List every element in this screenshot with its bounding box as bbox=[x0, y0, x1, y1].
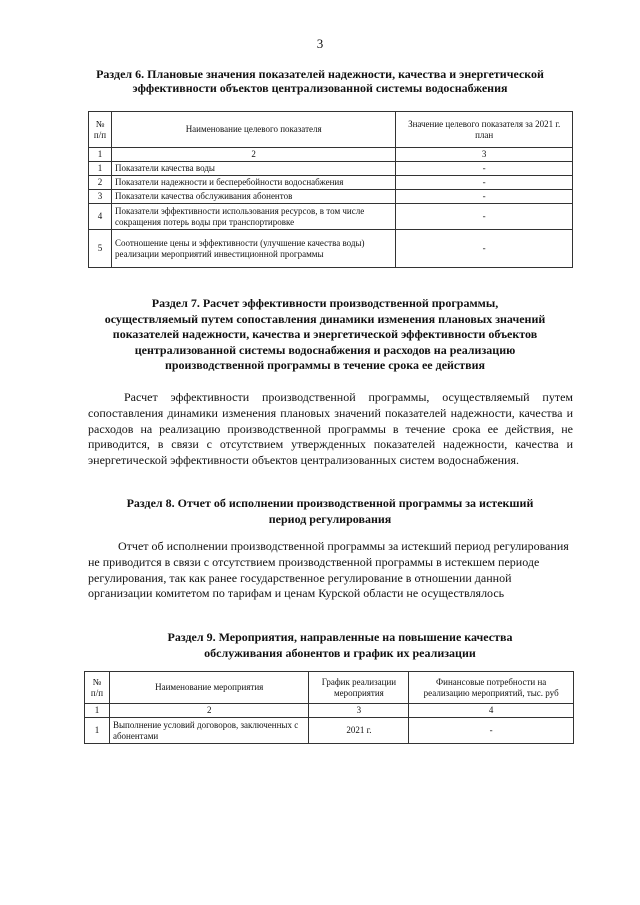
header-name: Наименование целевого показателя bbox=[111, 112, 395, 148]
row-name: Показатели качества обслуживания абонентов bbox=[111, 190, 395, 204]
section8-title-line1: Раздел 8. Отчет об исполнении производственной программы за истекший bbox=[126, 496, 534, 510]
table-row bbox=[89, 204, 573, 230]
section7-title-line: централизованной системы водоснабжения и расходов на реализацию bbox=[134, 342, 516, 357]
table-colnum-row bbox=[85, 704, 574, 718]
table-header-row bbox=[85, 672, 574, 704]
section6-table bbox=[88, 111, 573, 268]
row-name: Показатели надежности и бесперебойности водоснабжения bbox=[111, 176, 395, 190]
row-value: - bbox=[396, 176, 573, 190]
header-schedule: График реализации мероприятия bbox=[309, 672, 409, 704]
row-name: Показатели качества воды bbox=[111, 162, 395, 176]
row-num: 3 bbox=[89, 190, 112, 204]
row-num: 4 bbox=[89, 204, 112, 230]
header-num: № п/п bbox=[89, 112, 112, 148]
section8-title-line2: период регулирования bbox=[268, 511, 392, 526]
section7-paragraph: Расчет эффективности производственной программы, осуществляемый путем сопоставления динамики изменения плановых значений показателей надежности, качества и расходов на реализацию производственной программы в течение срока ее действия, не приводится, в связи с отсутствием утвержденных показателей надежности, качества и энергетической эффективности объектов централизованных систем водоснабжения. bbox=[88, 390, 573, 468]
colnum-cell: 1 bbox=[89, 148, 112, 162]
colnum-cell: 3 bbox=[396, 148, 573, 162]
section7-title bbox=[60, 296, 590, 374]
row-value: - bbox=[396, 190, 573, 204]
section9-title-line2: обслуживания абонентов и график их реализации bbox=[204, 645, 476, 660]
section7-title-line: Раздел 7. Расчет эффективности производственной программы, bbox=[151, 296, 499, 310]
page-number: 3 bbox=[316, 36, 324, 51]
row-finance: - bbox=[409, 718, 574, 744]
section8-title bbox=[80, 496, 580, 527]
table-row bbox=[89, 176, 573, 190]
row-name: Соотношение цены и эффективности (улучшение качества воды) реализации мероприятий инвестиционной программы bbox=[111, 230, 395, 268]
row-value: - bbox=[396, 230, 573, 268]
colnum-cell: 1 bbox=[85, 704, 110, 718]
row-num: 1 bbox=[85, 718, 110, 744]
colnum-cell: 2 bbox=[109, 704, 309, 718]
section8-paragraph: Отчет об исполнении производственной программы за истекший период регулирования не приводится в связи с отсутствием производственной программы в истекшем периоде регулирования, так как ранее государственное регулирование в отношении данной организации комитетом по тарифам и ценам Курской области не осуществлялось bbox=[88, 539, 569, 601]
header-num: № п/п bbox=[85, 672, 110, 704]
row-num: 1 bbox=[89, 162, 112, 176]
colnum-cell: 3 bbox=[309, 704, 409, 718]
header-value: Значение целевого показателя за 2021 г. план bbox=[396, 112, 573, 148]
section6-title-line1: Раздел 6. Плановые значения показателей надежности, качества и энергетической bbox=[96, 67, 544, 81]
row-name: Показатели эффективности использования ресурсов, в том числе сокращения потерь воды при транспортировке bbox=[111, 204, 395, 230]
row-schedule: 2021 г. bbox=[309, 718, 409, 744]
row-name: Выполнение условий договоров, заключенных с абонентами bbox=[109, 718, 309, 744]
colnum-cell: 4 bbox=[409, 704, 574, 718]
section6-title bbox=[60, 67, 580, 95]
row-value: - bbox=[396, 204, 573, 230]
section6-title-line2: эффективности объектов централизованной системы водоснабжения bbox=[132, 81, 508, 95]
colnum-cell: 2 bbox=[111, 148, 395, 162]
table-row bbox=[89, 230, 573, 268]
row-value: - bbox=[396, 162, 573, 176]
table-row bbox=[89, 162, 573, 176]
table-row bbox=[85, 718, 574, 744]
section9-table bbox=[84, 671, 574, 744]
row-num: 5 bbox=[89, 230, 112, 268]
table-colnum-row bbox=[89, 148, 573, 162]
section9-title bbox=[100, 630, 580, 661]
section9-title-line1: Раздел 9. Мероприятия, направленные на повышение качества bbox=[167, 630, 513, 644]
header-name: Наименование мероприятия bbox=[109, 672, 309, 704]
section7-title-line: осуществляемый путем сопоставления динамики изменения плановых значений bbox=[104, 311, 546, 326]
section7-title-line: показателей надежности, качества и энергетической эффективности объектов bbox=[112, 327, 538, 341]
row-num: 2 bbox=[89, 176, 112, 190]
table-row bbox=[89, 190, 573, 204]
section7-title-line: производственной программы в течение срока ее действия bbox=[164, 358, 486, 372]
table-header-row bbox=[89, 112, 573, 148]
header-finance: Финансовые потребности на реализацию мероприятий, тыс. руб bbox=[409, 672, 574, 704]
